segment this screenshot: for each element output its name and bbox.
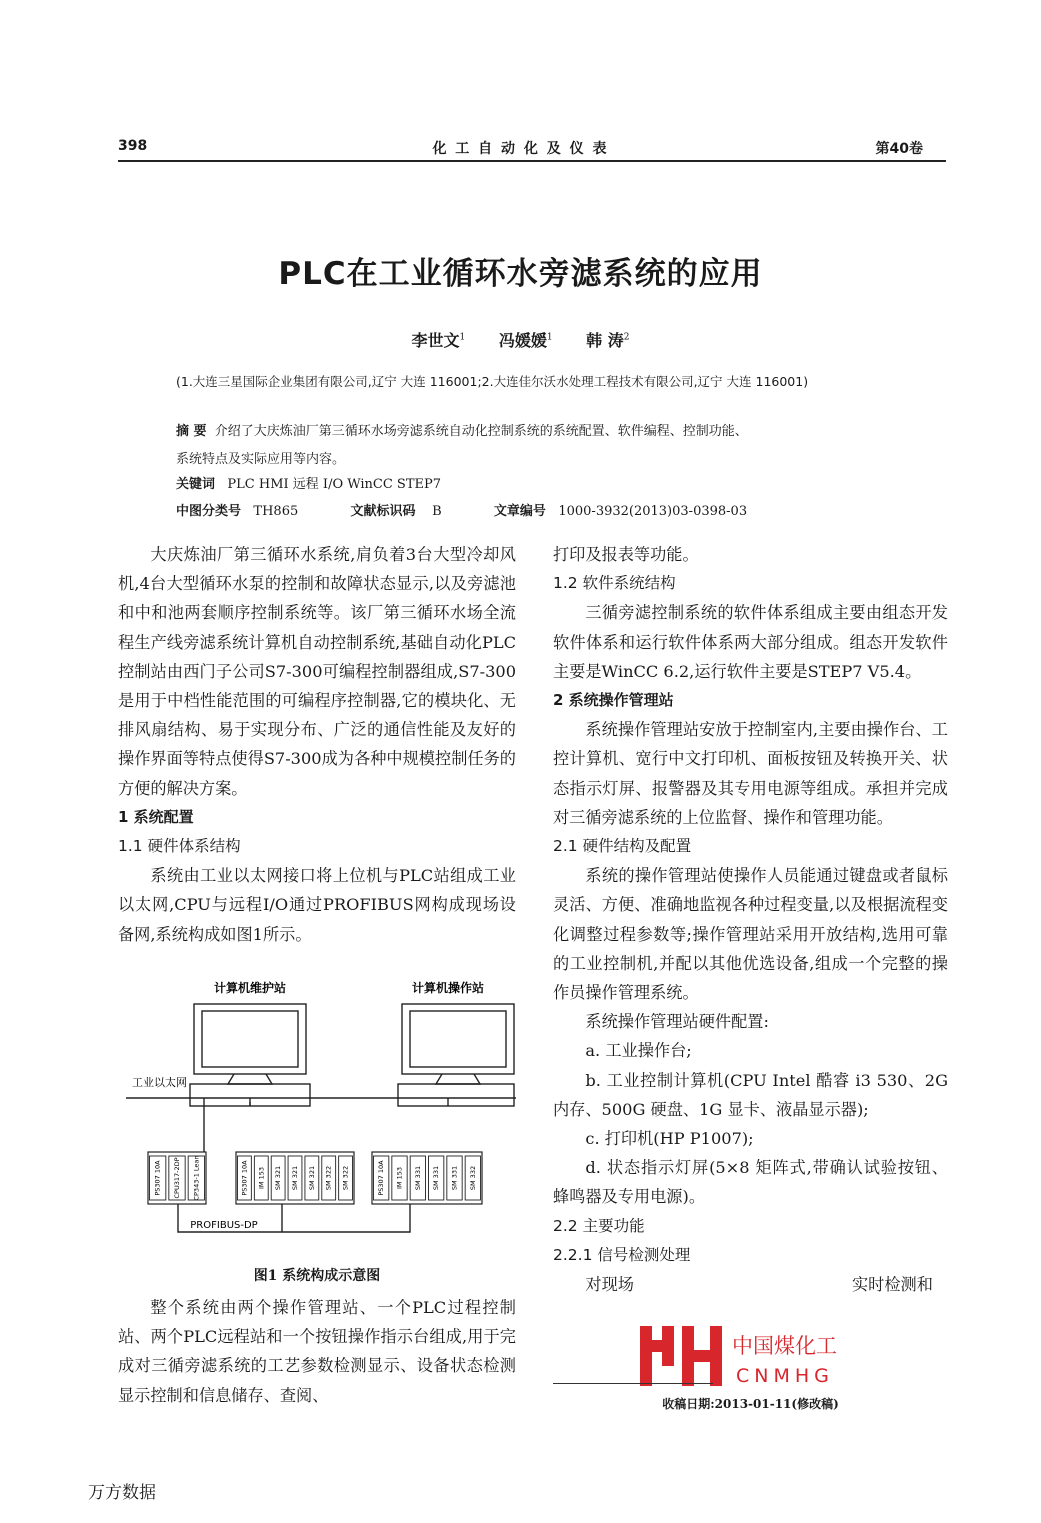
author: 李世文$^1$ <box>411 331 466 350</box>
received-date: 收稿日期:2013-01-11(修改稿) <box>662 1397 839 1411</box>
keywords-text: PLC HMI 远程 I/O WinCC STEP7 <box>227 477 442 492</box>
paragraph-intro: 大庆炼油厂第三循环水系统,肩负着3台大型冷却风机,4台大型循环水泵的控制和故障状态显示,以及旁滤池和中和池两套顺序控制系统等。该厂第三循环水场全流程生产线旁滤系统计算机自动控制系统,基础自动化PLC控制站由西门子公司S7-300可编程控制器组成,S7-300是用于中档性能范围的可编程序控制器,它的模块化、无排风扇结构、易于实现分布、广泛的通信性能及友好的操作界面等特点使得S7-300成为各种中规模控制任务的方便的解决方案。 <box>118 545 516 798</box>
paragraph-overview: 整个系统由两个操作管理站、一个PLC过程控制站、两个PLC远程站和一个按钮操作指示台组成,用于完成对三循旁滤系统的工艺参数检测显示、设备状态检测显示控制和信息储存、查阅、 <box>118 1298 516 1405</box>
heading-signal-detection: 2.2.1 信号检测处理 <box>553 1245 691 1264</box>
rack1-modules <box>150 1155 205 1200</box>
label-ethernet: 工业以太网 <box>132 1076 187 1089</box>
rack-module-label: SM 332 <box>468 1165 477 1191</box>
list-item-a: a. 工业操作台; <box>585 1041 692 1061</box>
label-profibus: PROFIBUS-DP <box>190 1220 258 1231</box>
affiliation: (1.大连三星国际企业集团有限公司,辽宁 大连 116001;2.大连佳尔沃水处理工程技术有限公司,辽宁 大连 116001) <box>176 374 809 389</box>
figure-caption: 图1 系统构成示意图 <box>253 1268 381 1284</box>
label-operator-station: 计算机操作站 <box>411 981 485 995</box>
rack-module-label: SM 321 <box>291 1165 299 1191</box>
rack-module-label: IM 153 <box>395 1167 404 1189</box>
author-list <box>0 328 1041 351</box>
paragraph-config-intro: 系统操作管理站硬件配置: <box>585 1012 769 1032</box>
paragraph-signal <box>553 1270 948 1299</box>
received-rule <box>553 1383 713 1384</box>
rack-module-label: PS307 10A <box>153 1160 162 1196</box>
heading-hardware: 1.1 硬件体系结构 <box>118 837 241 856</box>
heading-operator-station: 2 系统操作管理站 <box>553 691 674 710</box>
keywords-label: 关键词 <box>176 477 216 492</box>
author: 韩 涛$^2$ <box>586 331 630 350</box>
keywords <box>176 473 441 492</box>
paragraph-operator-station: 系统操作管理站安放于控制室内,主要由操作台、工控计算机、宽行中文打印机、面板按钮及转换开关、状态指示灯屏、报警器及其专用电源等组成。承担并完成对三循旁滤系统的上位监督、操作和管理功能。 <box>553 720 948 827</box>
article-number-value: 1000-3932(2013)03-0398-03 <box>558 504 748 519</box>
rack-module-label: CP343-1 Lean <box>192 1155 201 1201</box>
journal-name: 化 工 自 动 化 及 仪 表 <box>432 141 609 157</box>
volume-label: 第40卷 <box>875 141 923 157</box>
rack-module-label: SM 322 <box>341 1165 350 1191</box>
abstract-text: 介绍了大庆炼油厂第三循环水场旁滤系统自动化控制系统的系统配置、软件编程、控制功能、 <box>214 424 748 439</box>
rack-module-label: SM 321 <box>307 1165 316 1191</box>
system-diagram-figure <box>118 974 516 1244</box>
rack-module-label: IM 153 <box>257 1167 266 1189</box>
label-maintenance-station: 计算机维护站 <box>213 981 287 995</box>
page-number: 398 <box>118 138 148 154</box>
computer-operator-icon <box>398 1004 514 1106</box>
list-item-c: c. 打印机(HP P1007); <box>585 1129 754 1149</box>
rack2-modules <box>238 1156 353 1200</box>
computer-maintenance-icon <box>190 1004 310 1106</box>
logo-text-en: CNMHG <box>736 1365 834 1387</box>
list-item-d: d. 状态指示灯屏(5×8 矩阵式,带确认试验按钮、蜂鸣器及专用电源)。 <box>553 1158 948 1207</box>
rack-module-label: SM 331 <box>450 1165 459 1191</box>
author: 冯媛媛$^1$ <box>498 331 553 350</box>
signal-text-end: 实时检测和 <box>851 1275 933 1295</box>
doc-code-label: 文献标识码 <box>350 504 416 519</box>
abstract <box>176 420 748 439</box>
rack-module-label: SM 321 <box>274 1165 283 1191</box>
paragraph-software: 三循旁滤控制系统的软件体系组成主要由组态开发软件体系和运行软件体系两大部分组成。组态开发软件主要是WinCC 6.2,运行软件主要是STEP7 V5.4。 <box>553 603 948 681</box>
rack-module-label: PS307 10A <box>240 1160 249 1196</box>
rack-module-label: SM 331 <box>413 1165 422 1191</box>
header-rule <box>118 160 946 162</box>
signal-text-start: 对现场 <box>585 1275 634 1295</box>
paragraph-continuation: 打印及报表等功能。 <box>553 545 699 564</box>
logo-text-cn: 中国煤化工 <box>732 1334 837 1358</box>
body-column-left <box>118 540 516 949</box>
doc-code-value: B <box>432 504 442 519</box>
paper-title: PLC在工业循环水旁滤系统的应用 <box>278 256 763 292</box>
rack-module-label: SM 331 <box>432 1165 441 1191</box>
body-column-right <box>553 540 948 1299</box>
heading-system-config: 1 系统配置 <box>118 807 194 826</box>
heading-software: 1.2 软件系统结构 <box>553 574 676 593</box>
paragraph-hardware-config: 系统的操作管理站使操作人员能通过键盘或者鼠标灵活、方便、准确地监视各种过程变量,以及根据流程变化调整过程参数等;操作管理站采用开放结构,选用可靠的工业控制机,并配以其他优选设备,组成一个完整的操作员操作管理系统。 <box>553 866 948 1003</box>
list-item-b: b. 工业控制计算机(CPU Intel 酷睿 i3 530、2G 内存、500G 硬盘、1G 显卡、液晶显示器); <box>553 1070 948 1119</box>
abstract-label: 摘 要 <box>176 424 207 439</box>
classification-row <box>176 500 916 519</box>
rack-module-label: PS307 10A <box>377 1160 386 1196</box>
footer-source: 万方数据 <box>88 1483 156 1503</box>
clc-label: 中图分类号 <box>176 504 242 519</box>
abstract-text-2: 系统特点及实际应用等内容。 <box>176 452 346 467</box>
clc-value: TH865 <box>253 504 299 519</box>
body-column-left-continued <box>118 1293 516 1410</box>
rack-module-label: CPU317-2DP <box>173 1157 181 1199</box>
heading-hardware-config: 2.1 硬件结构及配置 <box>553 837 692 856</box>
paragraph-hardware: 系统由工业以太网接口将上位机与PLC站组成工业以太网,CPU与远程I/O通过PROFIBUS网构成现场设备网,系统构成如图1所示。 <box>118 866 516 944</box>
rack-module-label: SM 322 <box>324 1165 333 1191</box>
heading-main-functions: 2.2 主要功能 <box>553 1216 645 1235</box>
article-number-label: 文章编号 <box>493 504 546 519</box>
